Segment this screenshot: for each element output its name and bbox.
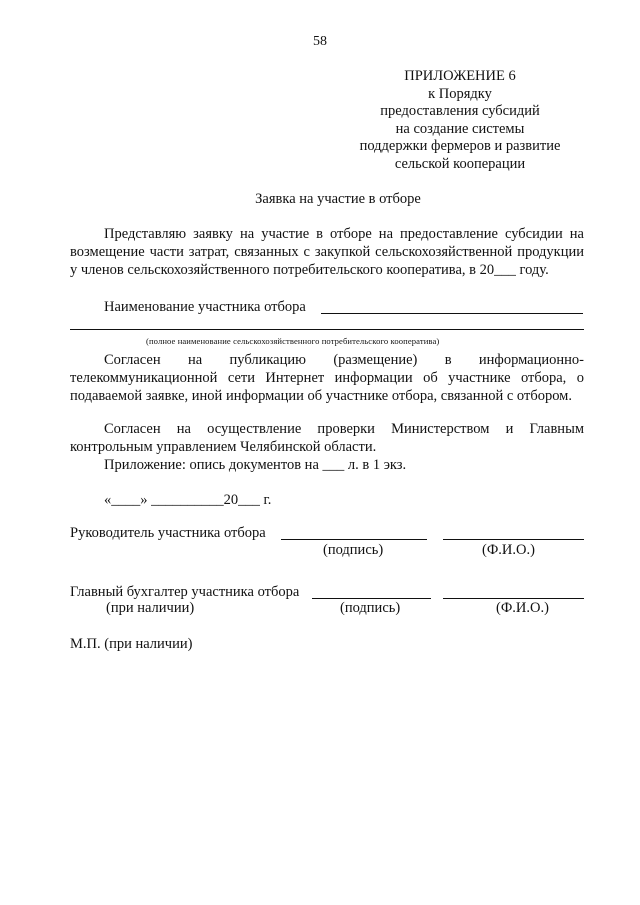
form-title: Заявка на участие в отборе: [255, 191, 421, 207]
accountant-name-caption: (Ф.И.О.): [496, 600, 549, 616]
attachment-line: Приложение: опись документов на ___ л. в 1 экз.: [104, 457, 407, 473]
appendix-line: сельской кооперации: [394, 155, 526, 172]
accountant-name-field[interactable]: [443, 598, 584, 599]
appendix-line: поддержки фермеров и развитие: [359, 138, 561, 154]
participant-name-note: (полное наименование сельскохозяйственного потребительского кооператива): [146, 336, 440, 346]
consent-publication-paragraph: [70, 351, 584, 405]
appendix-header: [345, 68, 575, 173]
head-name-field[interactable]: [443, 539, 584, 540]
accountant-sub-label: (при наличии): [106, 600, 195, 616]
head-signature-caption: (подпись): [323, 542, 384, 558]
consent-inspection-paragraph: [70, 420, 584, 456]
appendix-title: ПРИЛОЖЕНИЕ 6: [404, 68, 516, 84]
appendix-line: к Порядку: [428, 85, 492, 102]
stamp-line: М.П. (при наличии): [70, 636, 193, 652]
head-signature-field[interactable]: [281, 539, 427, 540]
appendix-line: предоставления субсидий: [380, 103, 540, 119]
date-line: «____» __________20___ г.: [104, 492, 272, 508]
page-number: 58: [313, 34, 327, 49]
accountant-signature-field[interactable]: [312, 598, 431, 599]
head-name-caption: (Ф.И.О.): [482, 542, 535, 558]
consent-inspection-text: Согласен на осуществление проверки Министерством и Главным контрольным управлением Челябинской области.: [70, 421, 584, 455]
participant-name-field-continued[interactable]: [70, 329, 584, 330]
participant-name-field[interactable]: [321, 313, 583, 314]
intro-text: Представляю заявку на участие в отборе на предоставление субсидии на возмещение части затрат, связанных с закупкой сельскохозяйственной продукции у членов сельскохозяйственного потребительского кооператива, в 20___ году.: [70, 226, 584, 278]
participant-name-label: Наименование участника отбора: [104, 299, 306, 315]
intro-paragraph: [70, 225, 584, 279]
accountant-signature-label: Главный бухгалтер участника отбора: [70, 584, 300, 600]
appendix-line: на создание системы: [395, 120, 525, 137]
consent-publication-text: Согласен на публикацию (размещение) в информационно-телекоммуникационной сети Интернет информации об участнике отбора, о подаваемой заявке, иной информации об участнике отбора, связанной с отбором.: [70, 352, 584, 404]
head-signature-label: Руководитель участника отбора: [70, 525, 266, 541]
accountant-signature-caption: (подпись): [340, 600, 401, 616]
